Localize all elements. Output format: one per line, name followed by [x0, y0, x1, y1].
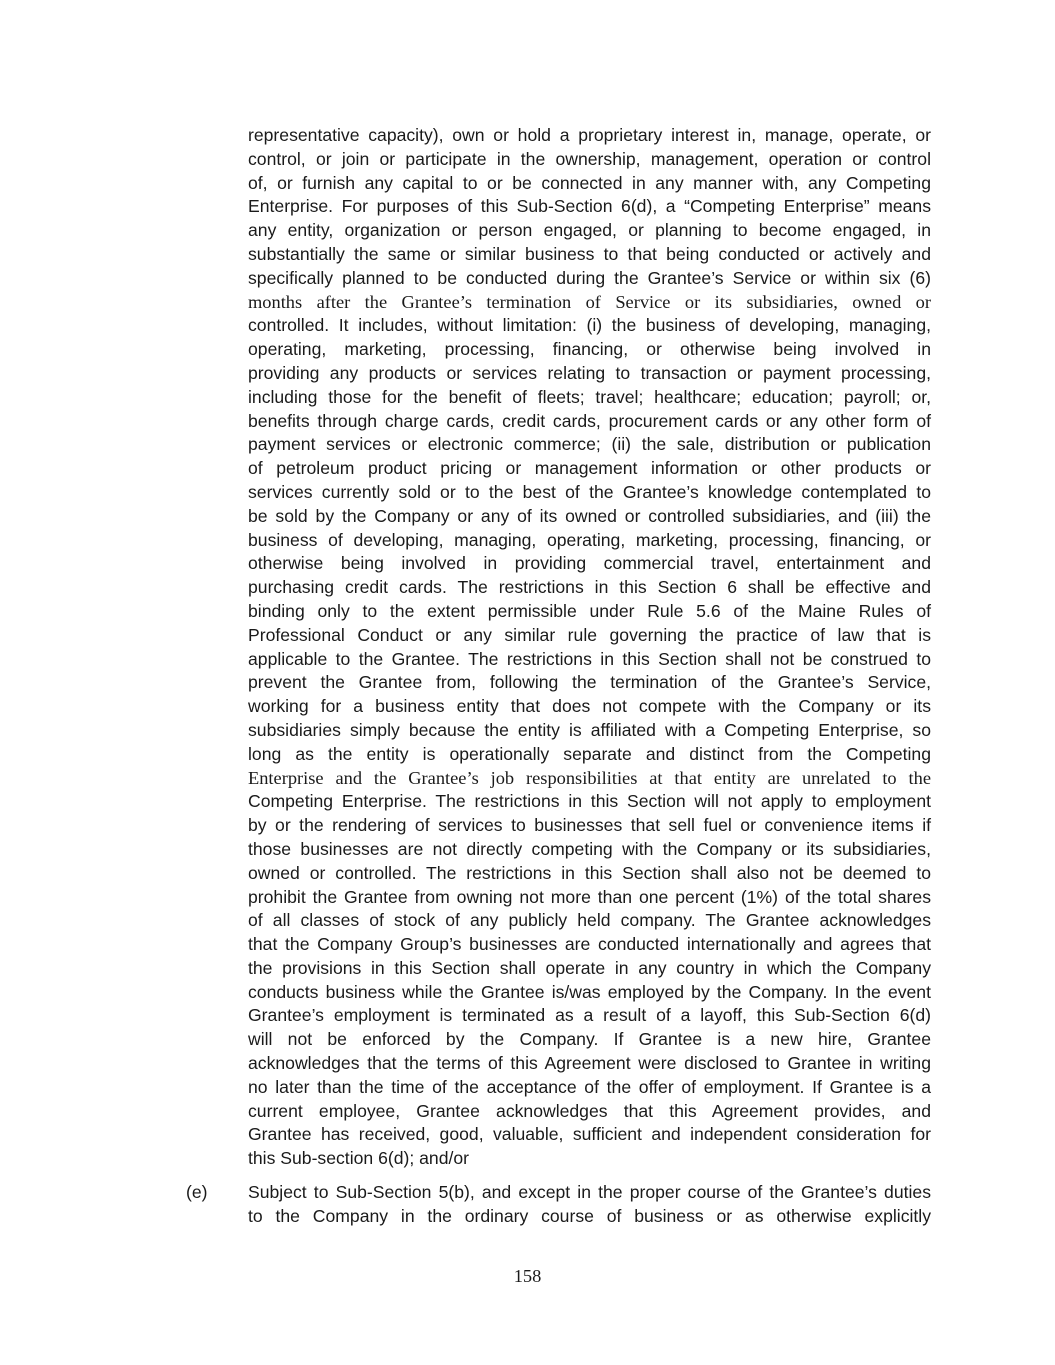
body-line: controlled. It includes, without limitation: (i) the business of developing, managing, [248, 315, 931, 336]
subsection-line: Subject to Sub-Section 5(b), and except in the proper course of the Grantee’s duties [248, 1182, 931, 1202]
body-line: long as the entity is operationally separate and distinct from the Competing [248, 743, 931, 764]
body-line: be sold by the Company or any of its owned or controlled subsidiaries, and (iii) the [248, 505, 931, 526]
body-line: including those for the benefit of fleets; travel; healthcare; education; payroll; or, [248, 386, 931, 407]
body-line: months after the Grantee’s termination of Service or its subsidiaries, owned or [248, 291, 931, 312]
body-line: acknowledges that the terms of this Agreement were disclosed to Grantee in writing [248, 1053, 931, 1074]
body-line: benefits through charge cards, credit cards, procurement cards or any other form of [248, 410, 931, 431]
section-6d-body [248, 124, 931, 1171]
body-line: current employee, Grantee acknowledges that this Agreement provides, and [248, 1100, 931, 1121]
body-line: Professional Conduct or any similar rule governing the practice of law that is [248, 624, 931, 645]
body-line: specifically planned to be conducted during the Grantee’s Service or within six (6) [248, 267, 931, 288]
body-line: subsidiaries simply because the entity is affiliated with a Competing Enterprise, so [248, 719, 931, 740]
page-number: 158 [513, 1266, 542, 1286]
body-line: applicable to the Grantee. The restrictions in this Section shall not be construed to [248, 648, 931, 669]
body-line: those businesses are not directly competing with the Company or its subsidiaries, [248, 838, 931, 859]
body-line: payment services or electronic commerce; (ii) the sale, distribution or publication [248, 434, 931, 455]
body-line: the provisions in this Section shall operate in any country in which the Company [248, 957, 931, 978]
body-line: control, or join or participate in the ownership, management, operation or control [248, 148, 931, 169]
body-line: Enterprise and the Grantee’s job responsibilities at that entity are unrelated to the [248, 767, 931, 788]
body-line: Enterprise. For purposes of this Sub-Section 6(d), a “Competing Enterprise” means [248, 196, 931, 217]
body-line: that the Company Group’s businesses are conducted internationally and agrees that [248, 934, 931, 955]
body-line: owned or controlled. The restrictions in this Section shall also not be deemed to [248, 862, 931, 883]
body-line: Competing Enterprise. The restrictions in this Section will not apply to employment [248, 791, 931, 812]
body-line: prohibit the Grantee from owning not more than one percent (1%) of the total shares [248, 886, 931, 907]
body-line: any entity, organization or person engaged, or planning to become engaged, in [248, 220, 931, 241]
body-line: otherwise being involved in providing commercial travel, entertainment and [248, 553, 931, 574]
body-line: operating, marketing, processing, financing, or otherwise being involved in [248, 339, 931, 360]
body-line: Grantee has received, good, valuable, sufficient and independent consideration for [248, 1124, 931, 1145]
body-line: purchasing credit cards. The restrictions in this Section 6 shall be effective and [248, 577, 931, 598]
body-line: by or the rendering of services to businesses that sell fuel or convenience items if [248, 815, 931, 836]
body-line: representative capacity), own or hold a proprietary interest in, manage, operate, or [248, 125, 931, 145]
body-line: services currently sold or to the best of the Grantee’s knowledge contemplated to [248, 481, 931, 502]
body-line: working for a business entity that does not compete with the Company or its [248, 696, 931, 717]
body-line: this Sub-section 6(d); and/or [248, 1148, 470, 1169]
body-line: providing any products or services relating to transaction or payment processing, [248, 362, 931, 383]
subsection-line: to the Company in the ordinary course of business or as otherwise explicitly [248, 1205, 931, 1226]
body-line: conducts business while the Grantee is/was employed by the Company. In the event [248, 981, 931, 1002]
body-line: prevent the Grantee from, following the termination of the Grantee’s Service, [248, 672, 931, 693]
subsection-text [248, 1181, 931, 1229]
body-line: of all classes of stock of any publicly held company. The Grantee acknowledges [248, 910, 931, 931]
body-line: will not be enforced by the Company. If Grantee is a new hire, Grantee [248, 1029, 931, 1050]
body-line: substantially the same or similar business to that being conducted or actively and [248, 243, 931, 264]
body-line: business of developing, managing, operating, marketing, processing, financing, or [248, 529, 931, 550]
body-line: no later than the time of the acceptance of the offer of employment. If Grantee is a [248, 1076, 931, 1097]
body-line: binding only to the extent permissible under Rule 5.6 of the Maine Rules of [248, 600, 931, 621]
body-line: Grantee’s employment is terminated as a result of a layoff, this Sub-Section 6(d) [248, 1005, 931, 1026]
body-line: of petroleum product pricing or management information or other products or [248, 458, 931, 479]
body-line: of, or furnish any capital to or be connected in any manner with, any Competing [248, 172, 931, 193]
subsection-label: (e) [186, 1182, 208, 1202]
